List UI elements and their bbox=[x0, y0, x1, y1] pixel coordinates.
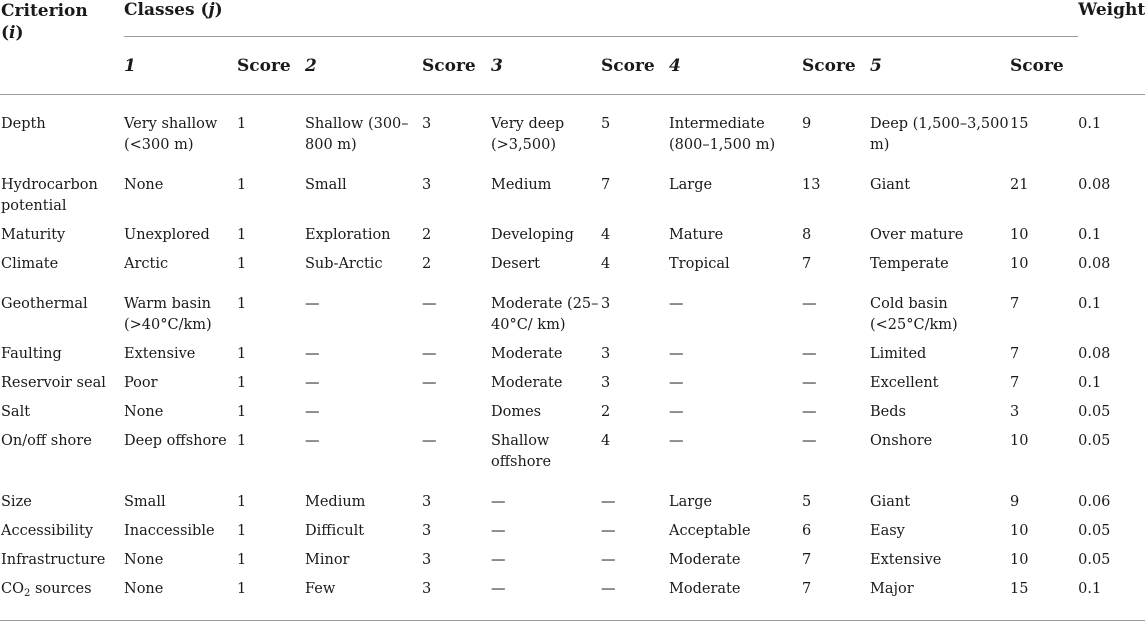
class-cell: — bbox=[491, 571, 601, 621]
score-cell: 10 bbox=[1010, 523, 1029, 539]
criterion-cell: Size bbox=[1, 494, 32, 510]
table-row bbox=[0, 542, 1145, 571]
criterion-cell: On/off shore bbox=[1, 433, 92, 449]
score-cell: 1 bbox=[237, 404, 247, 420]
score-cell: — bbox=[802, 346, 817, 362]
table-row bbox=[0, 571, 1145, 621]
class-cell: — bbox=[669, 433, 684, 449]
score-cell: 7 bbox=[601, 177, 611, 193]
score-cell: 8 bbox=[802, 227, 812, 243]
class-cell: — bbox=[305, 346, 320, 362]
class-cell: Over mature bbox=[870, 227, 964, 243]
score-cell: 2 bbox=[422, 227, 432, 243]
class-cell: Domes bbox=[491, 404, 542, 420]
score-cell: 15 bbox=[1010, 571, 1078, 621]
criterion-cell: Hydrocarbon potential bbox=[1, 177, 98, 214]
weight-header: Weight bbox=[1078, 0, 1145, 95]
class-cell: Large bbox=[669, 177, 713, 193]
class-cell: Cold basin (<25°C/km) bbox=[870, 296, 958, 333]
score-cell: — bbox=[601, 571, 669, 621]
class-cell: Deep (1,500–3,500 m) bbox=[870, 116, 1009, 153]
criterion-text: sources bbox=[30, 581, 92, 597]
table-row bbox=[0, 365, 1145, 394]
score-cell: 3 bbox=[601, 346, 611, 362]
class-cell: Inaccessible bbox=[124, 523, 215, 539]
class-cell: Poor bbox=[124, 375, 158, 391]
score-cell: — bbox=[601, 523, 616, 539]
score-cell: 9 bbox=[802, 116, 812, 132]
class-cell: — bbox=[491, 552, 506, 568]
weight-cell: 0.08 bbox=[1078, 346, 1111, 362]
score-cell: 1 bbox=[237, 375, 247, 391]
class-cell: Easy bbox=[870, 523, 905, 539]
classes-symbol: (j) bbox=[200, 0, 223, 20]
criterion-cell: Faulting bbox=[1, 346, 62, 362]
class-cell: Extensive bbox=[870, 552, 942, 568]
class-cell: Moderate bbox=[669, 552, 741, 568]
class-cell: Small bbox=[305, 177, 347, 193]
score-cell: 13 bbox=[802, 177, 821, 193]
class-cell: — bbox=[669, 375, 684, 391]
score-cell: 3 bbox=[1010, 404, 1020, 420]
class-number-2: 2 bbox=[305, 37, 422, 95]
score-cell: 1 bbox=[237, 116, 247, 132]
score-cell: 2 bbox=[422, 256, 432, 272]
score-cell: 3 bbox=[601, 375, 611, 391]
class-number-4: 4 bbox=[669, 37, 802, 95]
class-cell: Temperate bbox=[870, 256, 949, 272]
score-cell: 7 bbox=[802, 571, 870, 621]
score-cell: 3 bbox=[422, 116, 432, 132]
criterion-cell: Depth bbox=[1, 116, 46, 132]
score-header: Score bbox=[422, 37, 491, 95]
weight-cell: 0.05 bbox=[1078, 433, 1111, 449]
score-cell: 1 bbox=[237, 571, 305, 621]
score-cell: 9 bbox=[1010, 494, 1020, 510]
class-number-1: 1 bbox=[124, 37, 237, 95]
class-cell: Mature bbox=[669, 227, 724, 243]
score-cell: 3 bbox=[422, 571, 491, 621]
class-cell: — bbox=[491, 494, 506, 510]
class-cell: Extensive bbox=[124, 346, 196, 362]
class-cell: — bbox=[669, 296, 684, 312]
score-cell: — bbox=[802, 433, 817, 449]
weight-cell: 0.1 bbox=[1078, 116, 1102, 132]
class-cell: — bbox=[305, 433, 320, 449]
table-row bbox=[0, 156, 1145, 217]
class-cell: Large bbox=[669, 494, 713, 510]
class-cell: Limited bbox=[870, 346, 927, 362]
criterion-cell: Maturity bbox=[1, 227, 66, 243]
weight-cell: 0.1 bbox=[1078, 571, 1145, 621]
score-cell: 15 bbox=[1010, 116, 1029, 132]
class-cell: Intermediate (800–1,500 m) bbox=[669, 116, 776, 153]
score-cell: 3 bbox=[422, 494, 432, 510]
class-cell: Deep offshore bbox=[124, 433, 227, 449]
score-header: Score bbox=[802, 37, 870, 95]
table-row bbox=[0, 275, 1145, 336]
score-cell: 1 bbox=[237, 227, 247, 243]
class-cell: — bbox=[305, 375, 320, 391]
class-cell: Unexplored bbox=[124, 227, 210, 243]
class-cell: Shallow (300–800 m) bbox=[305, 116, 409, 153]
table-row bbox=[0, 423, 1145, 473]
class-number-3: 3 bbox=[491, 37, 601, 95]
score-cell: 1 bbox=[237, 256, 247, 272]
weight-cell: 0.05 bbox=[1078, 552, 1111, 568]
score-cell: 1 bbox=[237, 523, 247, 539]
criterion-text: CO bbox=[1, 581, 24, 597]
class-cell: Giant bbox=[870, 494, 911, 510]
score-cell: 10 bbox=[1010, 227, 1029, 243]
class-cell: None bbox=[124, 571, 237, 621]
class-cell: — bbox=[669, 346, 684, 362]
score-cell: 1 bbox=[237, 296, 247, 312]
class-cell: Excellent bbox=[870, 375, 939, 391]
class-cell: Acceptable bbox=[669, 523, 751, 539]
class-cell: Tropical bbox=[669, 256, 730, 272]
class-cell: Moderate (25–40°C/ km) bbox=[491, 296, 599, 333]
score-cell: 1 bbox=[237, 552, 247, 568]
class-cell: None bbox=[124, 552, 164, 568]
class-cell: Shallow offshore bbox=[491, 433, 552, 470]
score-cell: — bbox=[422, 296, 437, 312]
criterion-cell bbox=[0, 571, 124, 621]
classes-header: Classes (j) bbox=[124, 0, 1078, 37]
class-cell: Moderate bbox=[491, 375, 563, 391]
score-cell: 7 bbox=[1010, 346, 1020, 362]
class-cell: Medium bbox=[491, 177, 552, 193]
class-number-5: 5 bbox=[870, 37, 1010, 95]
weight-cell: 0.05 bbox=[1078, 523, 1111, 539]
weight-cell: 0.06 bbox=[1078, 494, 1111, 510]
weight-cell: 0.08 bbox=[1078, 256, 1111, 272]
criterion-subscript: 2 bbox=[23, 588, 31, 599]
table-row bbox=[0, 473, 1145, 513]
criterion-cell: Infrastructure bbox=[1, 552, 106, 568]
score-cell: — bbox=[601, 494, 616, 510]
class-cell: Giant bbox=[870, 177, 911, 193]
class-cell: Sub-Arctic bbox=[305, 256, 383, 272]
score-cell: 10 bbox=[1010, 552, 1029, 568]
table-row bbox=[0, 336, 1145, 365]
score-cell: — bbox=[601, 552, 616, 568]
class-cell: Exploration bbox=[305, 227, 391, 243]
score-cell: 21 bbox=[1010, 177, 1029, 193]
score-cell: 10 bbox=[1010, 433, 1029, 449]
class-cell: None bbox=[124, 177, 164, 193]
score-cell: 5 bbox=[802, 494, 812, 510]
class-cell: — bbox=[669, 404, 684, 420]
score-cell: — bbox=[422, 375, 437, 391]
weight-cell: 0.1 bbox=[1078, 227, 1102, 243]
score-cell: 1 bbox=[237, 494, 247, 510]
class-cell: Minor bbox=[305, 552, 350, 568]
score-cell: 1 bbox=[237, 177, 247, 193]
weight-cell: 0.1 bbox=[1078, 296, 1102, 312]
score-cell: 5 bbox=[601, 116, 611, 132]
class-cell: Medium bbox=[305, 494, 366, 510]
criterion-cell: Salt bbox=[1, 404, 31, 420]
table-row bbox=[0, 95, 1145, 157]
criterion-header: Criterion (i) bbox=[0, 0, 124, 95]
criterion-cell: Climate bbox=[1, 256, 59, 272]
class-cell: Very deep (>3,500) bbox=[491, 116, 565, 153]
score-cell: — bbox=[802, 296, 817, 312]
class-cell: Warm basin (>40°C/km) bbox=[124, 296, 212, 333]
class-cell: — bbox=[491, 523, 506, 539]
score-cell: 2 bbox=[601, 404, 611, 420]
score-cell: 4 bbox=[601, 256, 611, 272]
criterion-cell: Geothermal bbox=[1, 296, 88, 312]
class-cell: Small bbox=[124, 494, 166, 510]
score-cell: 3 bbox=[422, 177, 432, 193]
class-cell: Moderate bbox=[491, 346, 563, 362]
score-cell: — bbox=[422, 433, 437, 449]
class-cell: Very shallow (<300 m) bbox=[124, 116, 218, 153]
class-cell: Desert bbox=[491, 256, 540, 272]
score-cell: 3 bbox=[422, 523, 432, 539]
score-cell: 7 bbox=[802, 256, 812, 272]
table-row bbox=[0, 246, 1145, 275]
score-cell bbox=[422, 394, 491, 423]
score-cell: — bbox=[802, 375, 817, 391]
class-cell: Developing bbox=[491, 227, 574, 243]
score-header: Score bbox=[237, 37, 305, 95]
criterion-symbol: (i) bbox=[1, 23, 24, 43]
score-cell: 7 bbox=[1010, 296, 1020, 312]
score-cell: 3 bbox=[601, 296, 611, 312]
score-cell: — bbox=[422, 346, 437, 362]
score-cell: 4 bbox=[601, 227, 611, 243]
score-cell: 3 bbox=[422, 552, 432, 568]
table-row bbox=[0, 394, 1145, 423]
class-cell: Beds bbox=[870, 404, 906, 420]
class-cell: Arctic bbox=[124, 256, 169, 272]
class-cell: — bbox=[305, 404, 320, 420]
score-header: Score bbox=[1010, 37, 1078, 95]
score-cell: 1 bbox=[237, 433, 247, 449]
class-cell: Onshore bbox=[870, 433, 933, 449]
class-cell: Few bbox=[305, 571, 422, 621]
score-cell: 7 bbox=[802, 552, 812, 568]
weight-cell: 0.1 bbox=[1078, 375, 1102, 391]
class-cell: Difficult bbox=[305, 523, 365, 539]
class-cell: None bbox=[124, 404, 164, 420]
weight-cell: 0.08 bbox=[1078, 177, 1111, 193]
score-cell: 10 bbox=[1010, 256, 1029, 272]
table-row bbox=[0, 217, 1145, 246]
score-cell: 1 bbox=[237, 346, 247, 362]
criterion-cell: Accessibility bbox=[1, 523, 94, 539]
criterion-cell: Reservoir seal bbox=[1, 375, 106, 391]
table-row bbox=[0, 513, 1145, 542]
class-cell: Moderate bbox=[669, 571, 802, 621]
class-cell: Major bbox=[870, 571, 1010, 621]
score-cell: 4 bbox=[601, 433, 611, 449]
score-cell: 7 bbox=[1010, 375, 1020, 391]
score-cell: — bbox=[802, 404, 817, 420]
score-cell: 6 bbox=[802, 523, 812, 539]
weight-cell: 0.05 bbox=[1078, 404, 1111, 420]
table-body bbox=[0, 95, 1145, 621]
class-cell: — bbox=[305, 296, 320, 312]
score-header: Score bbox=[601, 37, 669, 95]
